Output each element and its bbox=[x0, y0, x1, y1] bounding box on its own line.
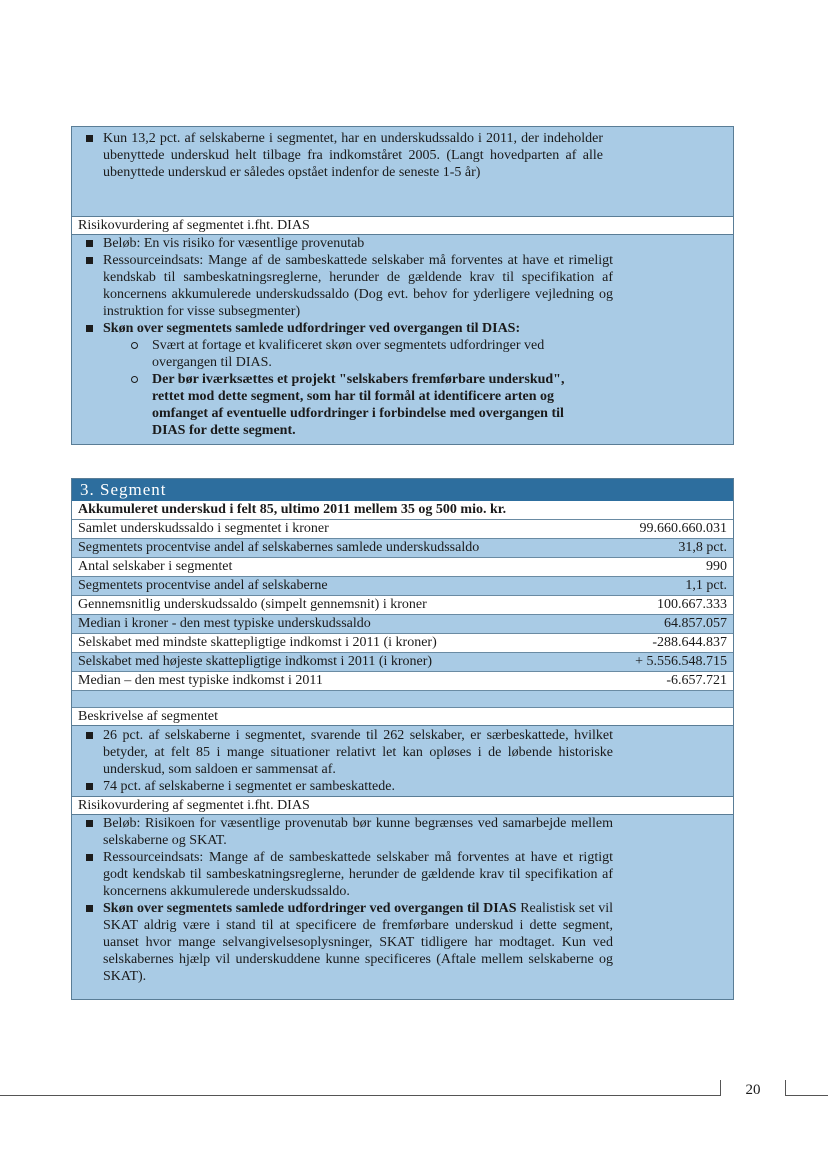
risk-bullet-resources: Ressourceindsats: Mange af de sambeskattede selskaber må forventes at have et rimeligt kendskab til sambeskatningsreglerne, herunder de gældende krav til specifikation af koncernens akkumulerede underskudssaldo (Dog evt. behov for yderligere vejledning og instruktion for visse subsegmenter) bbox=[72, 252, 733, 320]
segment-subtitle: Akkumuleret underskud i felt 85, ultimo 2011 mellem 35 og 500 mio. kr. bbox=[72, 501, 733, 520]
risk2-bullet-estimate: Skøn over segmentets samlede udfordringer ved overgangen til DIAS Realistisk set vil SKAT aldrig være i stand til at specificere de fremførbare underskud i dette segment, uanset hvor mange selvangivelsesoplysninger, SKAT tidligere har modtaget. Kun ved selskabernes hjælp vil underskuddene kunne specificeres (Aftale mellem selskaberne og SKAT). bbox=[72, 900, 733, 985]
table-row: Segmentets procentvise andel af selskaberne 1,1 pct. bbox=[72, 577, 733, 596]
table-row: Gennemsnitlig underskudssaldo (simpelt gennemsnit) i kroner 100.667.333 bbox=[72, 596, 733, 615]
desc-bullet-separate-tax: 26 pct. af selskaberne i segmentet, svarende til 262 selskaber, er særbeskattede, hvilket betyder, at felt 85 i mange situationer relativt let kan opløses i de løbende historiske underskud, som saldoen er sammensat af. bbox=[72, 727, 733, 778]
risk-bullet-list bbox=[72, 235, 733, 337]
risk2-bullet-amount: Beløb: Risikoen for væsentlige provenutab bør kunne begrænses ved samarbejde mellem selskaberne og SKAT. bbox=[72, 815, 733, 849]
segment-2-continuation-box bbox=[71, 126, 734, 445]
sub-bullet-project: Der bør iværksættes et projekt "selskabers fremførbare underskud", rettet mod dette segment, som har til formål at identificere arten og omfanget af eventuelle udfordringer i forbindelse med overgangen til DIAS for dette segment. bbox=[72, 371, 733, 439]
table-spacer bbox=[72, 691, 733, 708]
footer-rule-right bbox=[786, 1095, 828, 1096]
table-row: Selskabet med højeste skattepligtige indkomst i 2011 (i kroner) + 5.556.548.715 bbox=[72, 653, 733, 672]
sub-bullet-list bbox=[72, 337, 733, 439]
risk-bullet-list-2 bbox=[72, 815, 733, 985]
table-row: Median – den mest typiske indkomst i 2011 -6.657.721 bbox=[72, 672, 733, 691]
desc-bullet-joint-tax: 74 pct. af selskaberne i segmentet er sambeskattede. bbox=[72, 778, 733, 795]
risk-heading: Risikovurdering af segmentet i.fht. DIAS bbox=[72, 216, 733, 235]
table-row: Antal selskaber i segmentet 990 bbox=[72, 558, 733, 577]
footer-rule bbox=[0, 1095, 720, 1096]
bullet-kun-13-2-pct: Kun 13,2 pct. af selskaberne i segmentet, har en underskudssaldo i 2011, der indeholder ubenyttede underskud helt tilbage fra indkomståret 2005. (Langt hovedparten af alle ubenyttede underskud er således opstået indenfor de seneste 1-5 år) bbox=[72, 130, 733, 181]
table-row: Samlet underskudssaldo i segmentet i kroner 99.660.660.031 bbox=[72, 520, 733, 539]
description-bullet-list bbox=[72, 726, 733, 796]
risk-heading-2: Risikovurdering af segmentet i.fht. DIAS bbox=[72, 796, 733, 815]
table-row: Median i kroner - den mest typiske underskudssaldo 64.857.057 bbox=[72, 615, 733, 634]
segment-title: 3. Segment bbox=[72, 479, 733, 501]
sub-bullet-difficult: Svært at fortage et kvalificeret skøn over segmentets udfordringer ved overgangen til DIAS. bbox=[72, 337, 733, 371]
table-row: Segmentets procentvise andel af selskabernes samlede underskudssaldo 31,8 pct. bbox=[72, 539, 733, 558]
table-row: Selskabet med mindste skattepligtige indkomst i 2011 (i kroner) -288.644.837 bbox=[72, 634, 733, 653]
page-number: 20 bbox=[720, 1080, 786, 1096]
risk-bullet-amount: Beløb: En vis risiko for væsentlige provenutab bbox=[72, 235, 733, 252]
risk2-bullet-resources: Ressourceindsats: Mange af de sambeskattede selskaber må forventes at have et rigtigt godt kendskab til sambeskatningsreglerne, herunder de gældende krav til specifikation af koncernens akkumulerede underskudssaldo. bbox=[72, 849, 733, 900]
description-heading: Beskrivelse af segmentet bbox=[72, 708, 733, 726]
risk-bullet-estimate: Skøn over segmentets samlede udfordringer ved overgangen til DIAS: bbox=[72, 320, 733, 337]
segment-3-box bbox=[71, 478, 734, 1000]
